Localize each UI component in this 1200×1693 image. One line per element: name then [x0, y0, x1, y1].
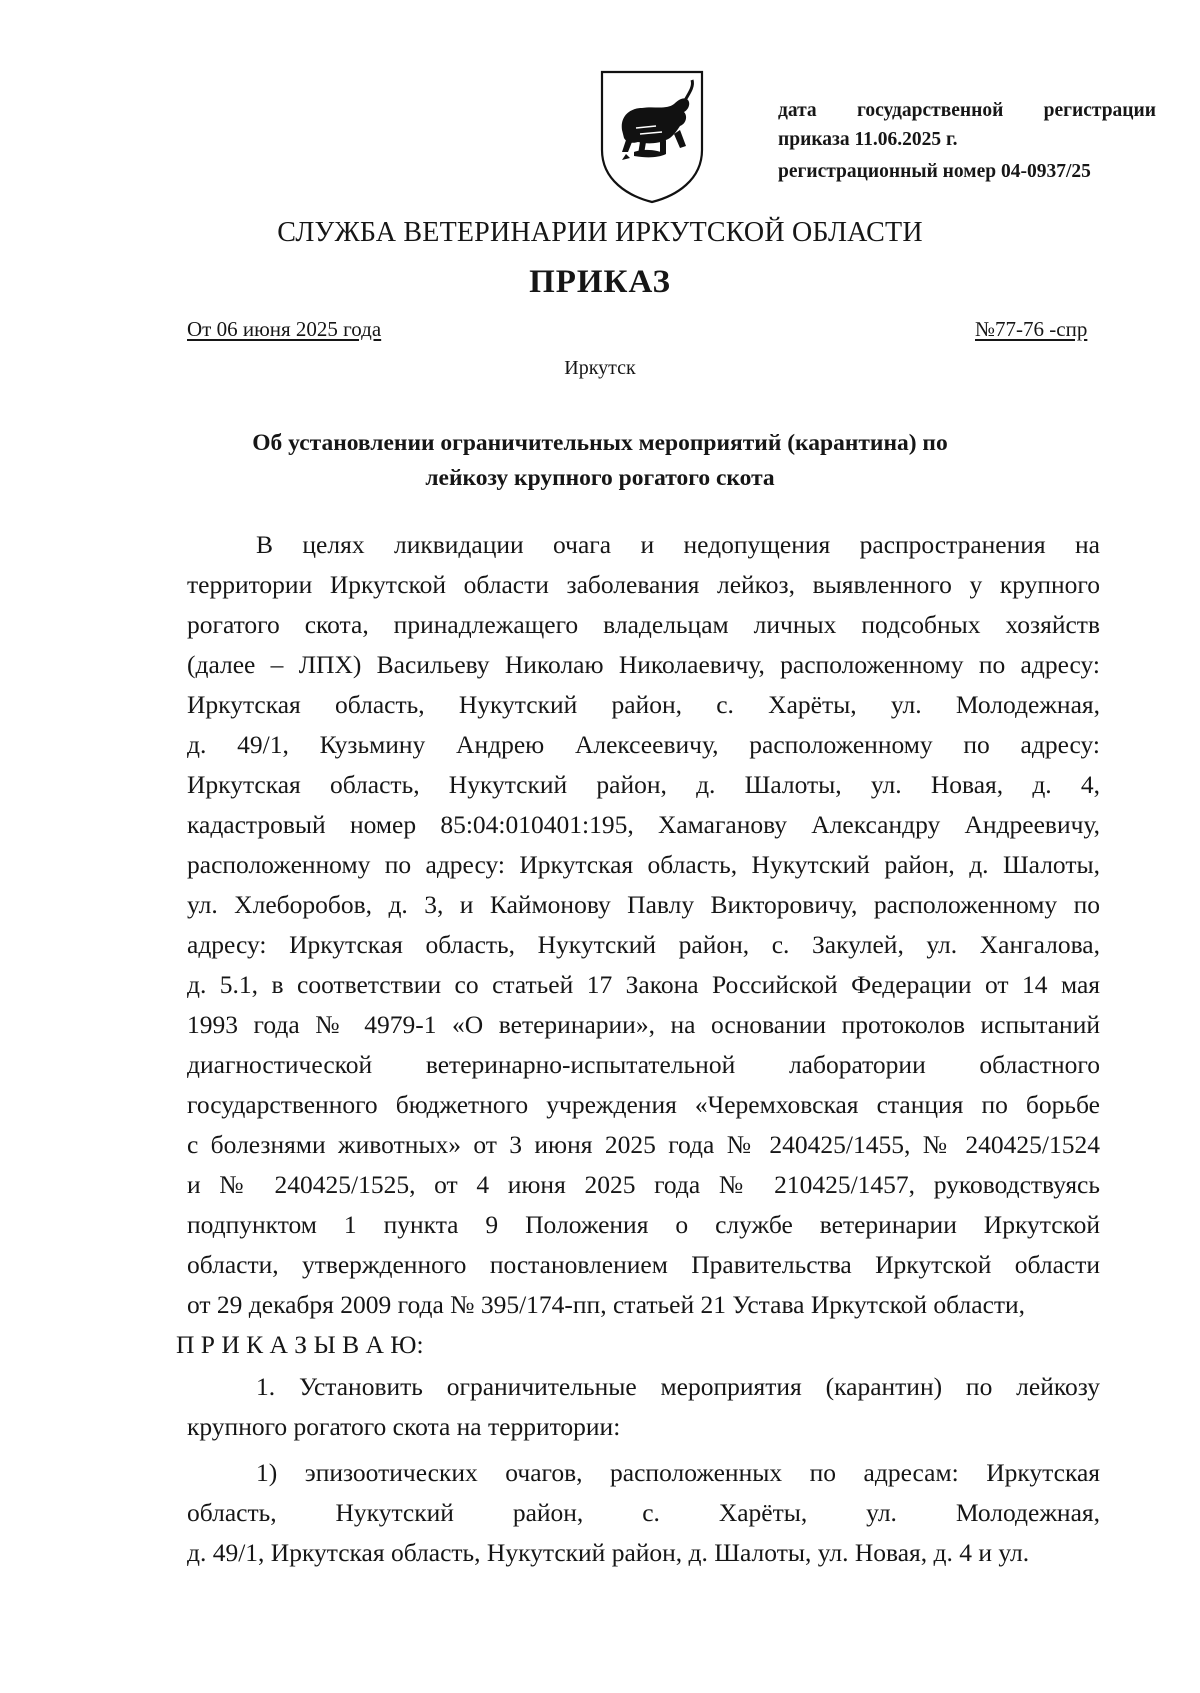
body-line: диагностической ветеринарно-испытательной лаборатории областного: [187, 1050, 1100, 1079]
order-word: П Р И К А З Ы В А Ю:: [176, 1330, 424, 1359]
body-line: 1) эпизоотических очагов, расположенных по адресам: Иркутская: [256, 1458, 1100, 1487]
order-title-line-1: Об установлении ограничительных мероприятий (карантина) по: [252, 430, 948, 456]
body-line: ул. Хлеборобов, д. 3, и Каймонову Павлу Викторовичу, расположенному по: [187, 890, 1100, 919]
agency-name: СЛУЖБА ВЕТЕРИНАРИИ ИРКУТСКОЙ ОБЛАСТИ: [277, 217, 923, 248]
body-line: кадастровый номер 85:04:010401:195, Хамаганову Александру Андреевичу,: [187, 810, 1100, 839]
body-line: области, утвержденного постановлением Правительства Иркутской области: [187, 1250, 1100, 1279]
body-line: подпунктом 1 пункта 9 Положения о службе ветеринарии Иркутской: [187, 1210, 1100, 1239]
body-line: и № 240425/1525, от 4 июня 2025 года № 210425/1457, руководствуясь: [187, 1170, 1100, 1199]
body-line: государственного бюджетного учреждения «Черемховская станция по борьбе: [187, 1090, 1100, 1119]
body-line: адресу: Иркутская область, Нукутский район, с. Закулей, ул. Хангалова,: [187, 930, 1100, 959]
body-line: Иркутская область, Нукутский район, д. Шалоты, ул. Новая, д. 4,: [187, 770, 1100, 799]
body-line: 1. Установить ограничительные мероприятия (карантин) по лейкозу: [256, 1372, 1100, 1401]
body-line: область, Нукутский район, с. Харёты, ул. Молодежная,: [187, 1498, 1100, 1527]
document-type: ПРИКАЗ: [529, 264, 671, 300]
body-line: с болезнями животных» от 3 июня 2025 года № 240425/1455, № 240425/1524: [187, 1130, 1100, 1159]
body-line: (далее – ЛПХ) Васильеву Николаю Николаевичу, расположенному по адресу:: [187, 650, 1100, 679]
body-line: д. 49/1, Иркутская область, Нукутский район, д. Шалоты, ул. Новая, д. 4 и ул.: [187, 1538, 1030, 1567]
body-line: 1993 года № 4979-1 «О ветеринарии», на основании протоколов испытаний: [187, 1010, 1100, 1039]
body-line: д. 49/1, Кузьмину Андрею Алексеевичу, расположенному по адресу:: [187, 730, 1100, 759]
body-line: В целях ликвидации очага и недопущения распространения на: [256, 530, 1100, 559]
registration-order-date: приказа 11.06.2025 г.: [778, 129, 958, 150]
body-line: д. 5.1, в соответствии со статьей 17 Закона Российской Федерации от 14 мая: [187, 970, 1100, 999]
body-line: крупного рогатого скота на территории:: [187, 1412, 621, 1441]
order-number: №77-76 -спр: [975, 317, 1088, 341]
order-date: От 06 июня 2025 года: [187, 317, 382, 341]
body-line: расположенному по адресу: Иркутская область, Нукутский район, д. Шалоты,: [187, 850, 1100, 879]
registration-date-label: дата государственной регистрации: [778, 100, 1156, 121]
body-line: территории Иркутской области заболевания лейкоз, выявленного у крупного: [187, 570, 1100, 599]
city: Иркутск: [564, 357, 636, 379]
registration-number: регистрационный номер 04-0937/25: [778, 161, 1091, 182]
body-line: Иркутская область, Нукутский район, с. Харёты, ул. Молодежная,: [187, 690, 1100, 719]
body-line: рогатого скота, принадлежащего владельцам личных подсобных хозяйств: [187, 610, 1100, 639]
body-line: от 29 декабря 2009 года № 395/174-пп, статьей 21 Устава Иркутской области,: [187, 1290, 1026, 1319]
order-title-line-2: лейкозу крупного рогатого скота: [425, 465, 775, 491]
irkutsk-coat-of-arms-icon: [596, 68, 708, 206]
